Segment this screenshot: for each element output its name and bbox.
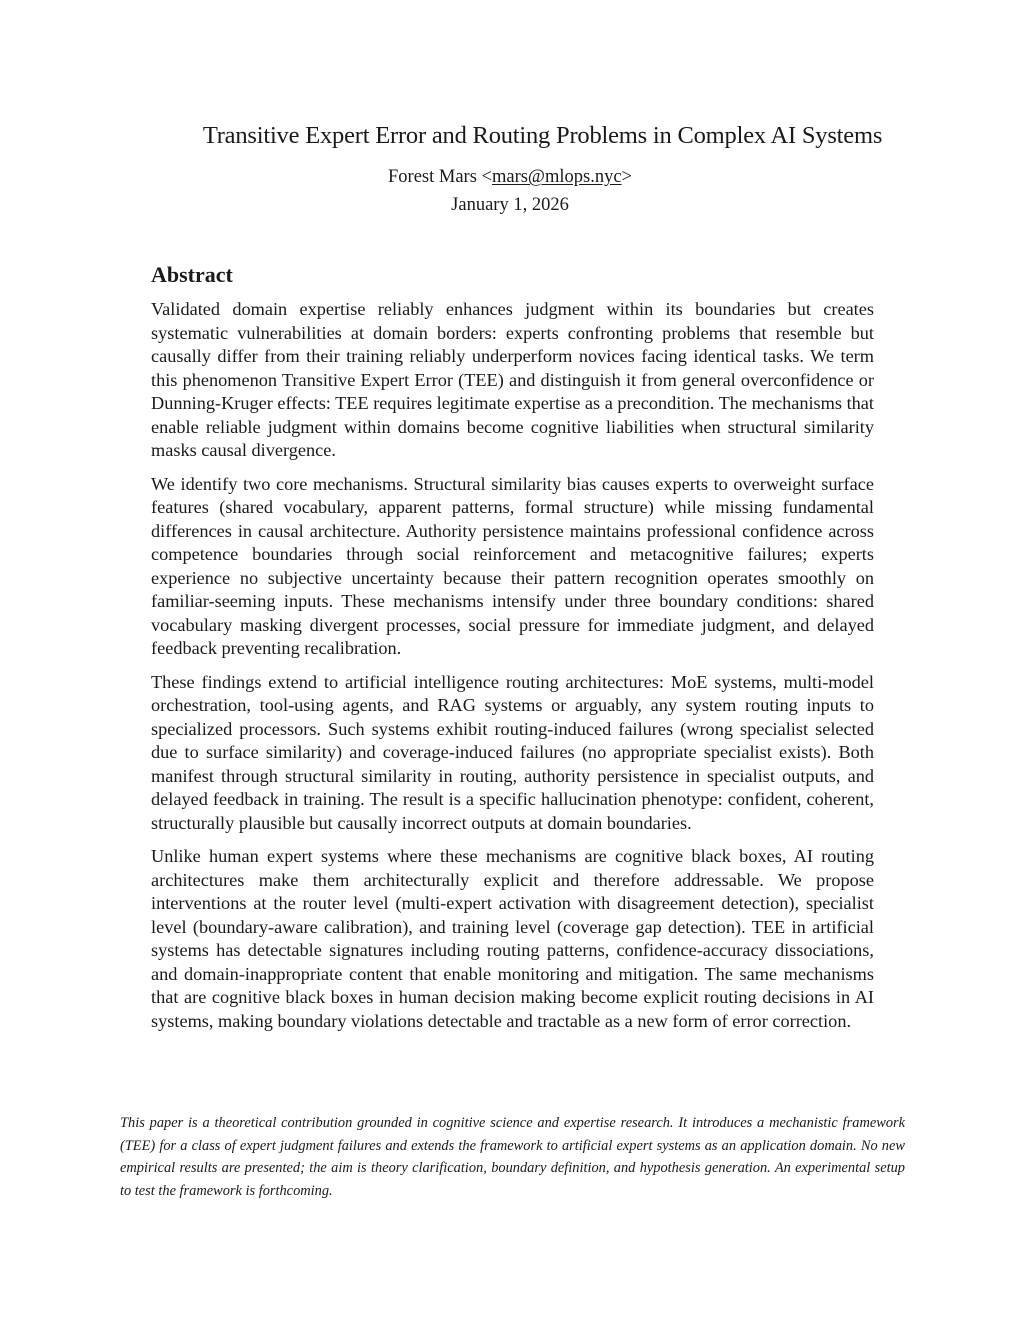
- author-line: [120, 164, 900, 190]
- abstract-heading: Abstract: [151, 262, 233, 287]
- abstract-paragraph-1: Validated domain expertise reliably enhances judgment within its boundaries but creates systematic vulnerabilities at domain borders: experts confronting problems that resemble but causally differ from their training reliably underperform novices facing identical tasks. We term this phenomenon Transitive Expert Error (TEE) and distinguish it from general overconfidence or Dunning-Kruger effects: TEE requires legitimate expertise as a precondition. The mechanisms that enable reliable judgment within domains become cognitive liabilities when structural similarity masks causal divergence.: [151, 299, 874, 460]
- abstract-paragraph-4: Unlike human expert systems where these mechanisms are cognitive black boxes, AI routing architectures make them architecturally explicit and therefore addressable. We propose interventions at the router level (multi-expert activation with disagreement detection), specialist level (boundary-aware calibration), and training level (coverage gap detection). TEE in artificial systems has detectable signatures including routing patterns, confidence-accuracy dissociations, and domain-inappropriate content that enable monitoring and mitigation. The same mechanisms that are cognitive black boxes in human decision making become explicit routing decisions in AI systems, making boundary violations detectable and tractable as a new form of error correction.: [151, 846, 874, 1031]
- abstract-paragraph-2: We identify two core mechanisms. Structural similarity bias causes experts to overweight surface features (shared vocabulary, apparent patterns, formal structure) while missing fundamental differences in causal architecture. Authority persistence maintains professional confidence across competence boundaries through social reinforcement and metacognitive failures; experts experience no subjective uncertainty because their pattern recognition operates smoothly on familiar-seeming inputs. These mechanisms intensify under three boundary conditions: shared vocabulary masking divergent processes, social pressure for immediate judgment, and delayed feedback preventing recalibration.: [151, 473, 874, 658]
- author-email-link[interactable]: mars@mlops.nyc: [491, 167, 622, 187]
- abstract-paragraph-3: These findings extend to artificial intelligence routing architectures: MoE systems, multi-model orchestration, tool-using agents, and RAG systems or arguably, any system routing inputs to specialized processors. Such systems exhibit routing-induced failures (wrong specialist selected due to surface similarity) and coverage-induced failures (no appropriate specialist exists). Both manifest through structural similarity in routing, authority persistence in specialist outputs, and delayed feedback in training. The result is a specific hallucination phenotype: confident, coherent, structurally plausible but causally incorrect outputs at domain boundaries.: [151, 671, 874, 833]
- email-open-bracket: <: [481, 167, 492, 187]
- paper-title: Transitive Expert Error and Routing Problems in Complex AI Systems: [202, 122, 883, 149]
- footnote-disclaimer: This paper is a theoretical contribution grounded in cognitive science and expertise research. It introduces a mechanistic framework (TEE) for a class of expert judgment failures and extends the framework to artificial expert systems as an application domain. No new empirical results are presented; the aim is theory clarification, boundary definition, and hypothesis generation. An experimental setup to test the framework is forthcoming.: [120, 1115, 905, 1199]
- email-close-bracket: >: [621, 167, 632, 187]
- paper-date: January 1, 2026: [451, 195, 569, 215]
- author-name: Forest Mars: [388, 167, 477, 187]
- abstract-body: [151, 298, 874, 1043]
